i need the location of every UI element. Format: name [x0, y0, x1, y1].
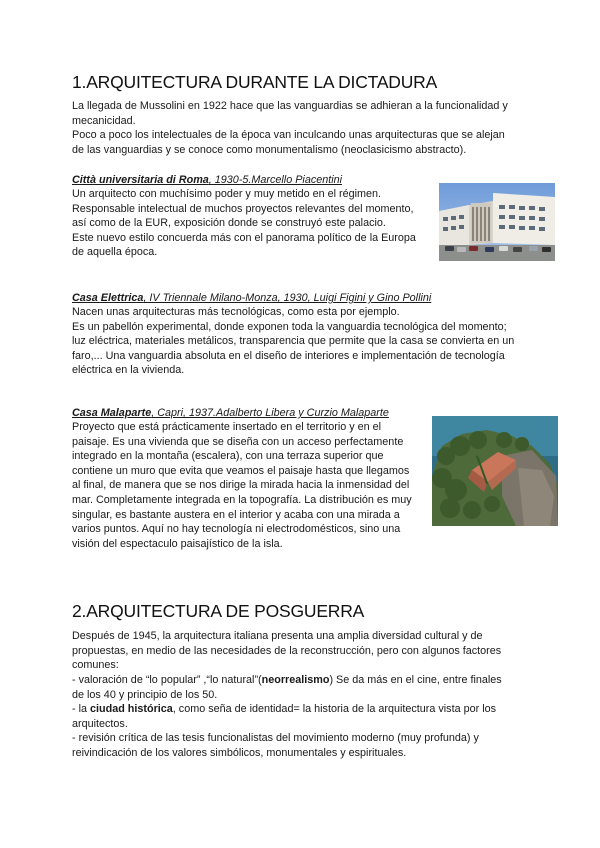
- text-line: eléctrica en la vivienda.: [72, 364, 185, 377]
- work-title: Città universitaria di Roma: [72, 174, 209, 186]
- text-line: Responsable intelectual de muchos proyectos relevantes del momento,: [72, 202, 414, 215]
- text-line: de aquella época.: [72, 246, 158, 259]
- section-2-title: 2.ARQUITECTURA DE POSGUERRA: [72, 601, 365, 621]
- text-line: luz eléctrica, materiales metálicos, transparencia que permite que la casa se convierta en un: [72, 335, 515, 348]
- bullet-item-continuation: de los 40 y principio de los 50.: [72, 688, 218, 701]
- work-heading-casa-malaparte: [72, 406, 389, 420]
- work-title: Casa Elettrica: [72, 292, 144, 304]
- bullet-item-continuation: arquitectos.: [72, 717, 128, 730]
- intro-line: de las vanguardias y se conoce como monumentalismo (neoclasicismo abstracto).: [72, 143, 467, 156]
- bullet-item-continuation: reivindicación de los valores simbólicos, monumentales y espirituales.: [72, 746, 407, 759]
- text-line: contiene un muro que evita que veamos el paisaje hasta que llegamos: [72, 464, 410, 477]
- section-2-intro: [72, 629, 501, 673]
- bullet-item: - revisión crítica de las tesis funcionalistas del movimiento moderno (muy profunda) y: [72, 732, 479, 745]
- casa-malaparte-photo: [432, 416, 558, 526]
- intro-line: Poco a poco los intelectuales de la época van inculcando unas arquitecturas que se alejan: [72, 129, 505, 142]
- bullet-item: - la ciudad histórica, como seña de identidad= la historia de la arquitectura vista por los: [72, 703, 496, 716]
- work-subtitle: , 1930-5.Marcello Piacentini: [208, 174, 343, 186]
- text-line: Proyecto que está prácticamente insertado en el territorio y en el: [72, 421, 382, 433]
- university-building-photo: [439, 183, 555, 261]
- bold-term: neorrealismo: [261, 674, 330, 686]
- work-heading-casa-elettrica: [72, 291, 431, 305]
- text-line: así como de la EUR, exposición donde se construyó este palacio.: [72, 217, 386, 230]
- section-1-title: 1.ARQUITECTURA DURANTE LA DICTADURA: [72, 72, 438, 92]
- text-line: al final, de manera que se nos dirige la mirada hacia la inmensidad del: [72, 479, 410, 492]
- work-heading-citta: [72, 173, 342, 187]
- text-line: mar. Completamente integrada en la topografía. La distribución es muy: [72, 493, 412, 506]
- work-text-casa-malaparte: [72, 420, 412, 551]
- intro-line: propuestas, en medio de las necesidades de la reconstrucción, pero con algunos factores: [72, 644, 502, 657]
- text-line: paisaje. Es una vivienda que se diseña con un acceso perfectamente: [72, 435, 404, 448]
- work-text-casa-elettrica: [72, 305, 514, 378]
- section-1-intro: [72, 99, 508, 157]
- intro-line: Después de 1945, la arquitectura italiana presenta una amplia diversidad cultural y de: [72, 630, 483, 642]
- work-subtitle: , IV Triennale Milano-Monza, 1930, Luigi Figini y Gino Pollini: [143, 292, 432, 304]
- bold-term: ciudad histórica: [90, 703, 173, 716]
- text-line: singular, es bastante austera en el interior y acaba con una mirada a: [72, 508, 400, 521]
- text-line: integrado en la montaña (escalera), con una terraza superior que: [72, 450, 384, 463]
- text-line: Nacen unas arquitecturas más tecnológicas, como esta por ejemplo.: [72, 306, 400, 318]
- text-line: faro,... Una vanguardia absoluta en el diseño de interiores e implementación de tecnología: [72, 349, 505, 362]
- text-line: Un arquitecto con muchísimo poder y muy metido en el régimen.: [72, 188, 382, 200]
- bullet-list: [72, 673, 502, 761]
- intro-line: comunes:: [72, 659, 119, 672]
- text-line: varios puntos. Aquí no hay tecnología ni electrodomésticos, sino una: [72, 523, 401, 536]
- work-subtitle: , Capri, 1937.Adalberto Libera y Curzio Malaparte: [151, 407, 389, 419]
- text-line: Este nuevo estilo concuerda más con el panorama político de la Europa: [72, 231, 416, 244]
- text-line: visión del espectaculo paisajístico de la isla.: [72, 537, 283, 550]
- bullet-item: - valoración de “lo popular” ,“lo natural”(neorrealismo) Se da más en el cine, entre finales: [72, 674, 502, 686]
- text-line: Es un pabellón experimental, donde exponen toda la vanguardia tecnológica del momento;: [72, 320, 507, 333]
- intro-line: mecanicidad.: [72, 114, 136, 127]
- intro-line: La llegada de Mussolini en 1922 hace que las vanguardias se adhieran a la funcionalidad y: [72, 100, 508, 112]
- work-text-citta: [72, 187, 416, 260]
- work-title: Casa Malaparte: [72, 407, 152, 419]
